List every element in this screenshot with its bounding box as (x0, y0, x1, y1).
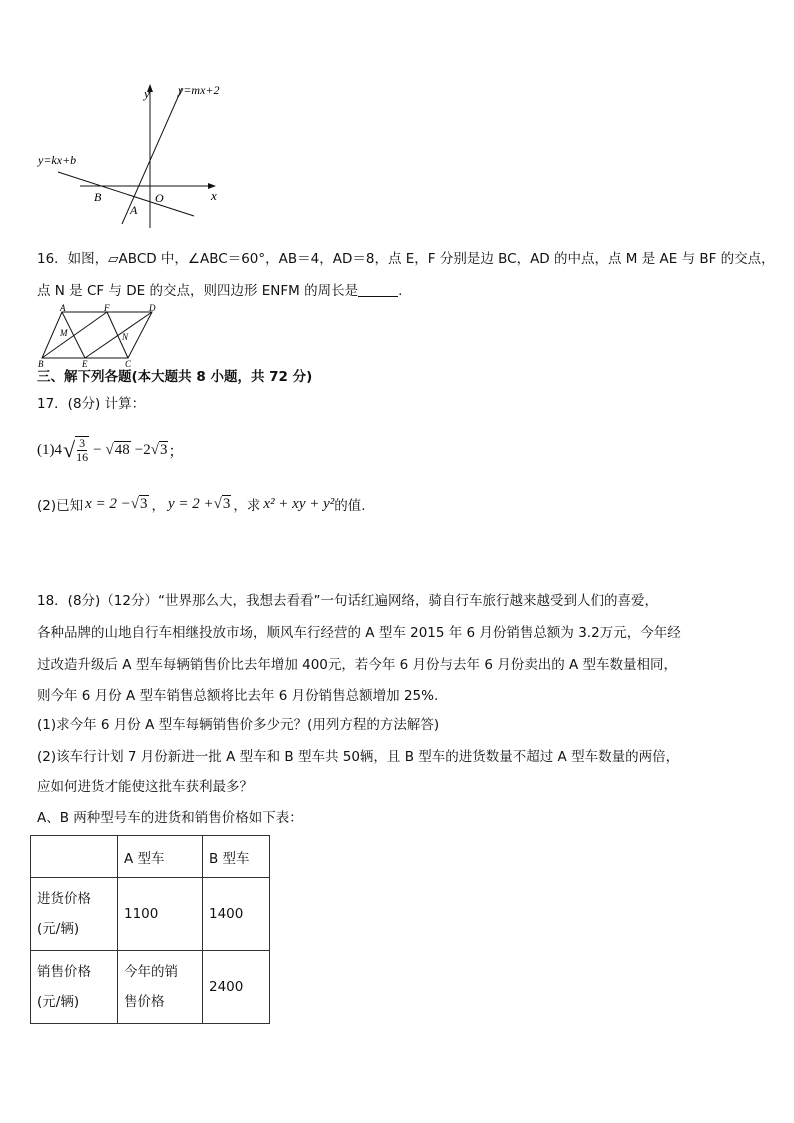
q17-heading: 17．(8分) 计算： (37, 396, 146, 412)
table-row2-label (31, 951, 118, 1024)
table-header-a: A 型车 (118, 836, 203, 878)
sqrt-symbol: √ (130, 495, 140, 512)
q18-line2: 各种品牌的山地自行车相继投放市场，顺风车行经营的 A 型车 2015 年 6 月份销售总额为 3.2万元，今年经 (37, 625, 681, 641)
q17-p2-x: x = 2 − (85, 495, 131, 512)
q17-p1-radicand (75, 436, 89, 464)
q18-sub2b: 应如何进货才能使这批车获利最多？ (37, 779, 253, 795)
row2-label-b: (元/辆) (37, 994, 80, 1010)
q17-p2-label: (2)已知 (37, 498, 84, 514)
q18-line1: 18．(8分)（12分）“世界那么大，我想去看看”一句话红遍网络，骑自行车旅行越来越受到人们的喜爱， (37, 593, 658, 609)
q17-p1-r2: 48 (114, 442, 130, 458)
table-header-empty (31, 836, 118, 878)
line-kx-label: y=kx+b (38, 153, 77, 167)
q17-p2-r2: 3 (222, 496, 231, 512)
x-axis-label: x (211, 188, 217, 203)
table-row (31, 878, 270, 951)
section-title: 三、解下列各题(本大题共 8 小题，共 72 分) (37, 369, 313, 385)
line-mx-label: y=mx+2 (178, 83, 220, 97)
table-row2-b: 2400 (203, 951, 270, 1024)
point-b-label: B (94, 190, 102, 204)
q18-line4: 则今年 6 月份 A 型车销售总额将比去年 6 月份销售总额增加 25%. (37, 688, 439, 704)
sqrt-symbol: √ (150, 441, 159, 458)
table-row (31, 836, 270, 878)
q17-p2-end: 的值. (334, 498, 366, 514)
row1-label-b: (元/辆) (37, 921, 80, 937)
fig-label-e: E (82, 359, 88, 368)
q18-sub1: (1)求今年 6 月份 A 型车每辆销售价多少元？(用列方程的方法解答) (37, 717, 440, 733)
fig-label-a: A (60, 304, 66, 313)
q16-line1: 16．如图，▱ABCD 中，∠ABC＝60°，AB＝4，AD＝8，点 E，F 分别是边 BC，AD 的中点，点 M 是 AE 与 BF 的交点， (37, 251, 775, 267)
y-axis-label: y (144, 86, 150, 101)
fig-label-c: C (125, 359, 132, 368)
q17-p2-y: y = 2 + (168, 495, 214, 512)
point-o-label: O (155, 191, 164, 205)
table-row1-a: 1100 (118, 878, 203, 951)
q17-p1-minus1: − (93, 441, 102, 458)
q16-line2 (37, 281, 402, 301)
table-header-b: B 型车 (203, 836, 270, 878)
q17-p1-end: ； (168, 443, 184, 460)
point-a-label: A (130, 203, 138, 217)
q17-p2-r1: 3 (140, 496, 148, 512)
fig-label-b: B (38, 359, 44, 368)
answer-blank (358, 282, 398, 297)
q17-p1-denominator: 16 (76, 450, 89, 464)
q18-sub2a: (2)该车行计划 7 月份新进一批 A 型车和 B 型车共 50辆，且 B 型车的进货数量不超过 A 型车数量的两倍， (37, 749, 680, 765)
table-row1-b: 1400 (203, 878, 270, 951)
q17-p1-minus2: −2 (134, 441, 151, 458)
q18-line3: 过改造升级后 A 型车每辆销售价比去年增加 400元，若今年 6 月份与去年 6 月份卖出的 A 型车数量相同， (37, 657, 678, 673)
sqrt-symbol: √ (63, 437, 76, 462)
q17-p1-label: (1)4 (37, 441, 62, 458)
sqrt-symbol: √ (105, 441, 114, 458)
q16-line2-end: . (398, 283, 403, 299)
q18-table-intro: A、B 两种型号车的进货和销售价格如下表： (37, 810, 303, 826)
sqrt-symbol: √ (213, 495, 222, 512)
row2-a-line1: 今年的销 (124, 964, 178, 980)
linear-functions-graph (30, 78, 230, 238)
parallelogram-figure (34, 304, 164, 368)
table-row1-label (31, 878, 118, 951)
row1-label-a: 进货价格 (37, 891, 91, 907)
fig-label-n: N (122, 332, 129, 342)
fig-label-m: M (60, 328, 68, 338)
q17-p1-fraction (76, 437, 88, 464)
row2-a-line2: 售价格 (124, 994, 165, 1010)
fig-label-f: F (104, 304, 110, 313)
q17-p2-sep: ， (151, 498, 166, 514)
q17-p1-r3: 3 (159, 442, 168, 458)
q17-part1 (37, 430, 184, 470)
q17-p2-expr: x² + xy + y² (263, 495, 335, 512)
table-row (31, 951, 270, 1024)
q17-part2 (37, 492, 366, 516)
q17-p1-numerator: 3 (79, 436, 86, 450)
table-row2-a (118, 951, 203, 1024)
row2-label-a: 销售价格 (37, 964, 91, 980)
q17-p2-ask: ，求 (233, 498, 261, 514)
q16-line2-text: 点 N 是 CF 与 DE 的交点，则四边形 ENFM 的周长是 (37, 283, 359, 299)
price-table (30, 835, 270, 1024)
fig-label-d: D (149, 304, 156, 313)
